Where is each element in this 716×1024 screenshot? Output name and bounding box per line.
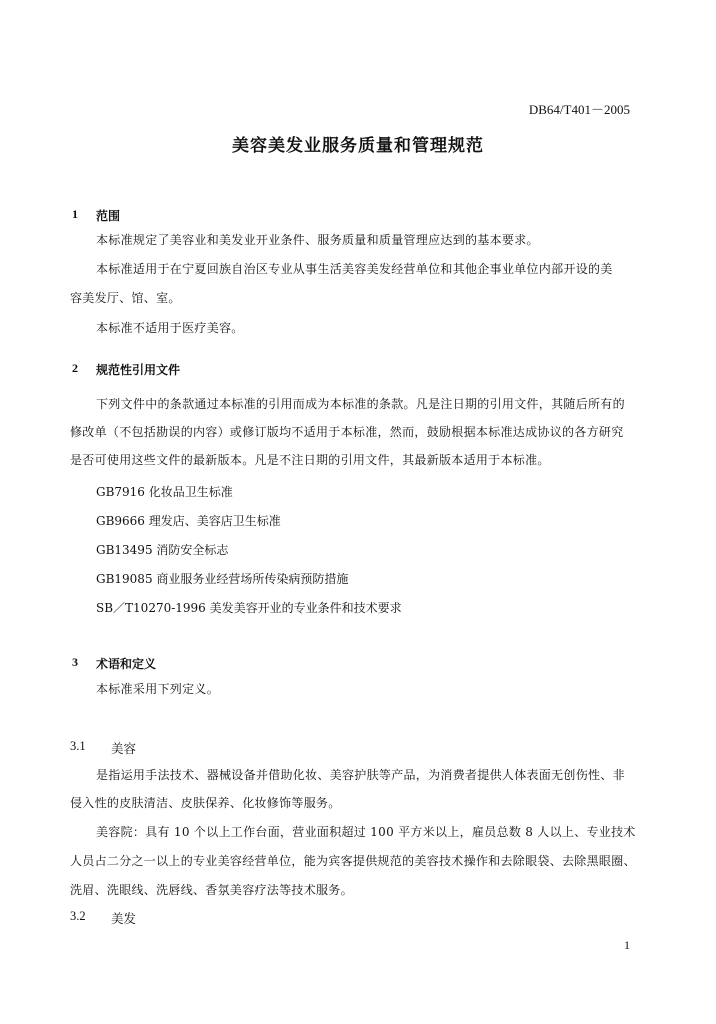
subsection-3-1-para-2-line-1: 美容院：具有 10 个以上工作台面，营业面积超过 100 平方米以上，雇员总数 8 人以上、专业技术 [96,825,636,839]
section-1-title: 范围 [96,209,121,223]
reference-item: GB19085 商业服务业经营场所传染病预防措施 [96,572,349,586]
subsection-3-2-number: 3.2 [70,909,86,923]
section-1-para-2-line-2: 容美发厅、馆、室。 [70,291,181,305]
section-2-para-line-3: 是否可使用这些文件的最新版本。凡是不注日期的引用文件，其最新版本适用于本标准。 [70,453,550,467]
section-1-number: 1 [72,207,78,221]
section-1-para-2-line-1: 本标准适用于在宁夏回族自治区专业从事生活美容美发经营单位和其他企事业单位内部开设的美 [96,262,613,276]
section-2-title: 规范性引用文件 [96,363,181,377]
section-3-para-1: 本标准采用下列定义。 [96,682,220,696]
reference-item: GB7916 化妆品卫生标准 [96,485,233,499]
subsection-3-1-number: 3.1 [70,739,86,753]
section-2-para-line-2: 修改单（不包括勘误的内容）或修订版均不适用于本标准，然而，鼓励根据本标准达成协议的各方研究 [70,425,624,439]
subsection-3-2-title: 美发 [111,911,137,926]
subsection-3-1-para-2-line-3: 洗眉、洗眼线、洗唇线、香氛美容疗法等技术服务。 [70,883,353,897]
standard-code: DB64/T401－2005 [528,102,630,117]
subsection-3-1-para-1-line-2: 侵入性的皮肤清洁、皮肤保养、化妆修饰等服务。 [70,796,341,810]
section-3-title: 术语和定义 [96,657,157,671]
section-1-para-3: 本标准不适用于医疗美容。 [96,321,244,335]
document-title: 美容美发业服务质量和管理规范 [232,136,484,156]
section-1-para-1: 本标准规定了美容业和美发业开业条件、服务质量和质量管理应达到的基本要求。 [96,233,539,247]
reference-item: GB13495 消防安全标志 [96,543,229,557]
section-2-para-line-1: 下列文件中的条款通过本标准的引用而成为本标准的条款。凡是注日期的引用文件，其随后所有的 [96,397,625,411]
section-3-number: 3 [72,655,78,669]
subsection-3-1-title: 美容 [111,741,137,756]
reference-item: SB／T10270-1996 美发美容开业的专业条件和技术要求 [96,601,402,615]
reference-item: GB9666 理发店、美容店卫生标准 [96,514,281,528]
subsection-3-1-para-1-line-1: 是指运用手法技术、器械设备并借助化妆、美容护肤等产品，为消费者提供人体表面无创伤性、非 [96,768,625,782]
page-number: 1 [624,938,630,952]
section-2-number: 2 [72,361,78,375]
subsection-3-1-para-2-line-2: 人员占二分之一以上的专业美容经营单位，能为宾客提供规范的美容技术操作和去除眼袋、去除黑眼圈、 [70,854,636,868]
